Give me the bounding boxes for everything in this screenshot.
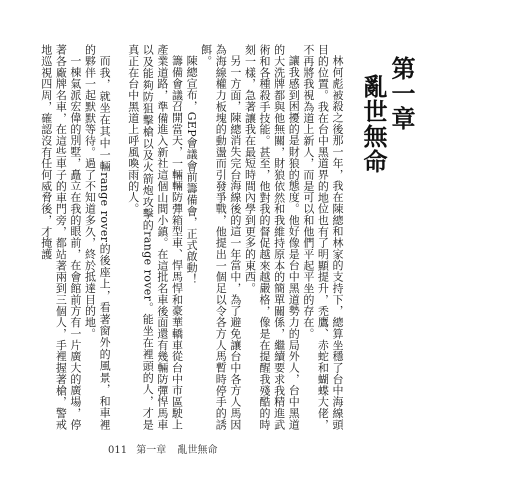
paragraph: 一棟氣派宏偉的別墅，矗立在我的眼前，在會館前方有一片廣大的廣場，停著各廠牌名車，在這些車子的車門旁，都站著兩到三個人，手裡握著槍，警戒地巡視四周，確認沒有任何威脅後，才掩護	[39, 44, 82, 430]
chapter-number: 第一章	[387, 56, 415, 131]
body-text	[39, 44, 344, 430]
chapter-heading	[359, 56, 415, 174]
footer-chapter-number: 第一章	[136, 445, 167, 456]
paragraph: 籌備會議召開當天，一輛輛防彈箱型車、悍馬悍和豪華轎車從台中市區駛上產業道路，準備進入新社這個山間小鎮。在這批名車後面還有幾輛防彈悍馬車以及能夠防狙擊槍以及火箭炮攻擊的range rover。能坐在裡頭的人，才是真正在台中黑道上呼風喚雨的人。	[126, 44, 184, 430]
paragraph: 讓我感到困擾的是財狼的態度。他好像是台中黑道勢力的局外人，台中黑道的大洗牌都與他無關，財狼依然和我維持原本的簡單關係，繼續要求我精進武術和各種殺手技能。甚至，他對我的督促越來越嚴格，像是在提醒我殘酷的時刻一樣，急著讓我在最短時間內學到更多的東西。	[243, 44, 301, 430]
paragraph: 另一方面，陳總消失完台海線後的這一年當中，為了避免讓台中各方人馬因為海線權力板塊的動盪而引發爭戰，他提出一個足以令各方人馬暫時停手的誘餌。	[199, 44, 242, 430]
paragraph: 而我，就坐在其中一輛range rover的後座上，看著窗外的風景，和車裡的夥伴一起默默等待。過了不知道多久，終於抵達目的地。	[83, 44, 112, 430]
paragraph: 陳總宣布，GEP會議會前籌備會，正式啟動！	[185, 55, 199, 285]
footer-chapter-title: 亂世無命	[177, 445, 218, 456]
page-footer	[108, 441, 217, 456]
paragraph: 林何彪被殺之後那一年，我在陳總和林家的支持下，總算坐穩了台中海線頭目的位置。我在台中黑道界的地位也有了明顯提升，禿鷹、赤蛇和蝴蝶大佬，不再將我視為道上新人，而是可以和他們平起平坐的存在。	[301, 44, 344, 430]
chapter-title: 亂世無命	[359, 74, 387, 174]
page-number: 011	[108, 445, 128, 456]
